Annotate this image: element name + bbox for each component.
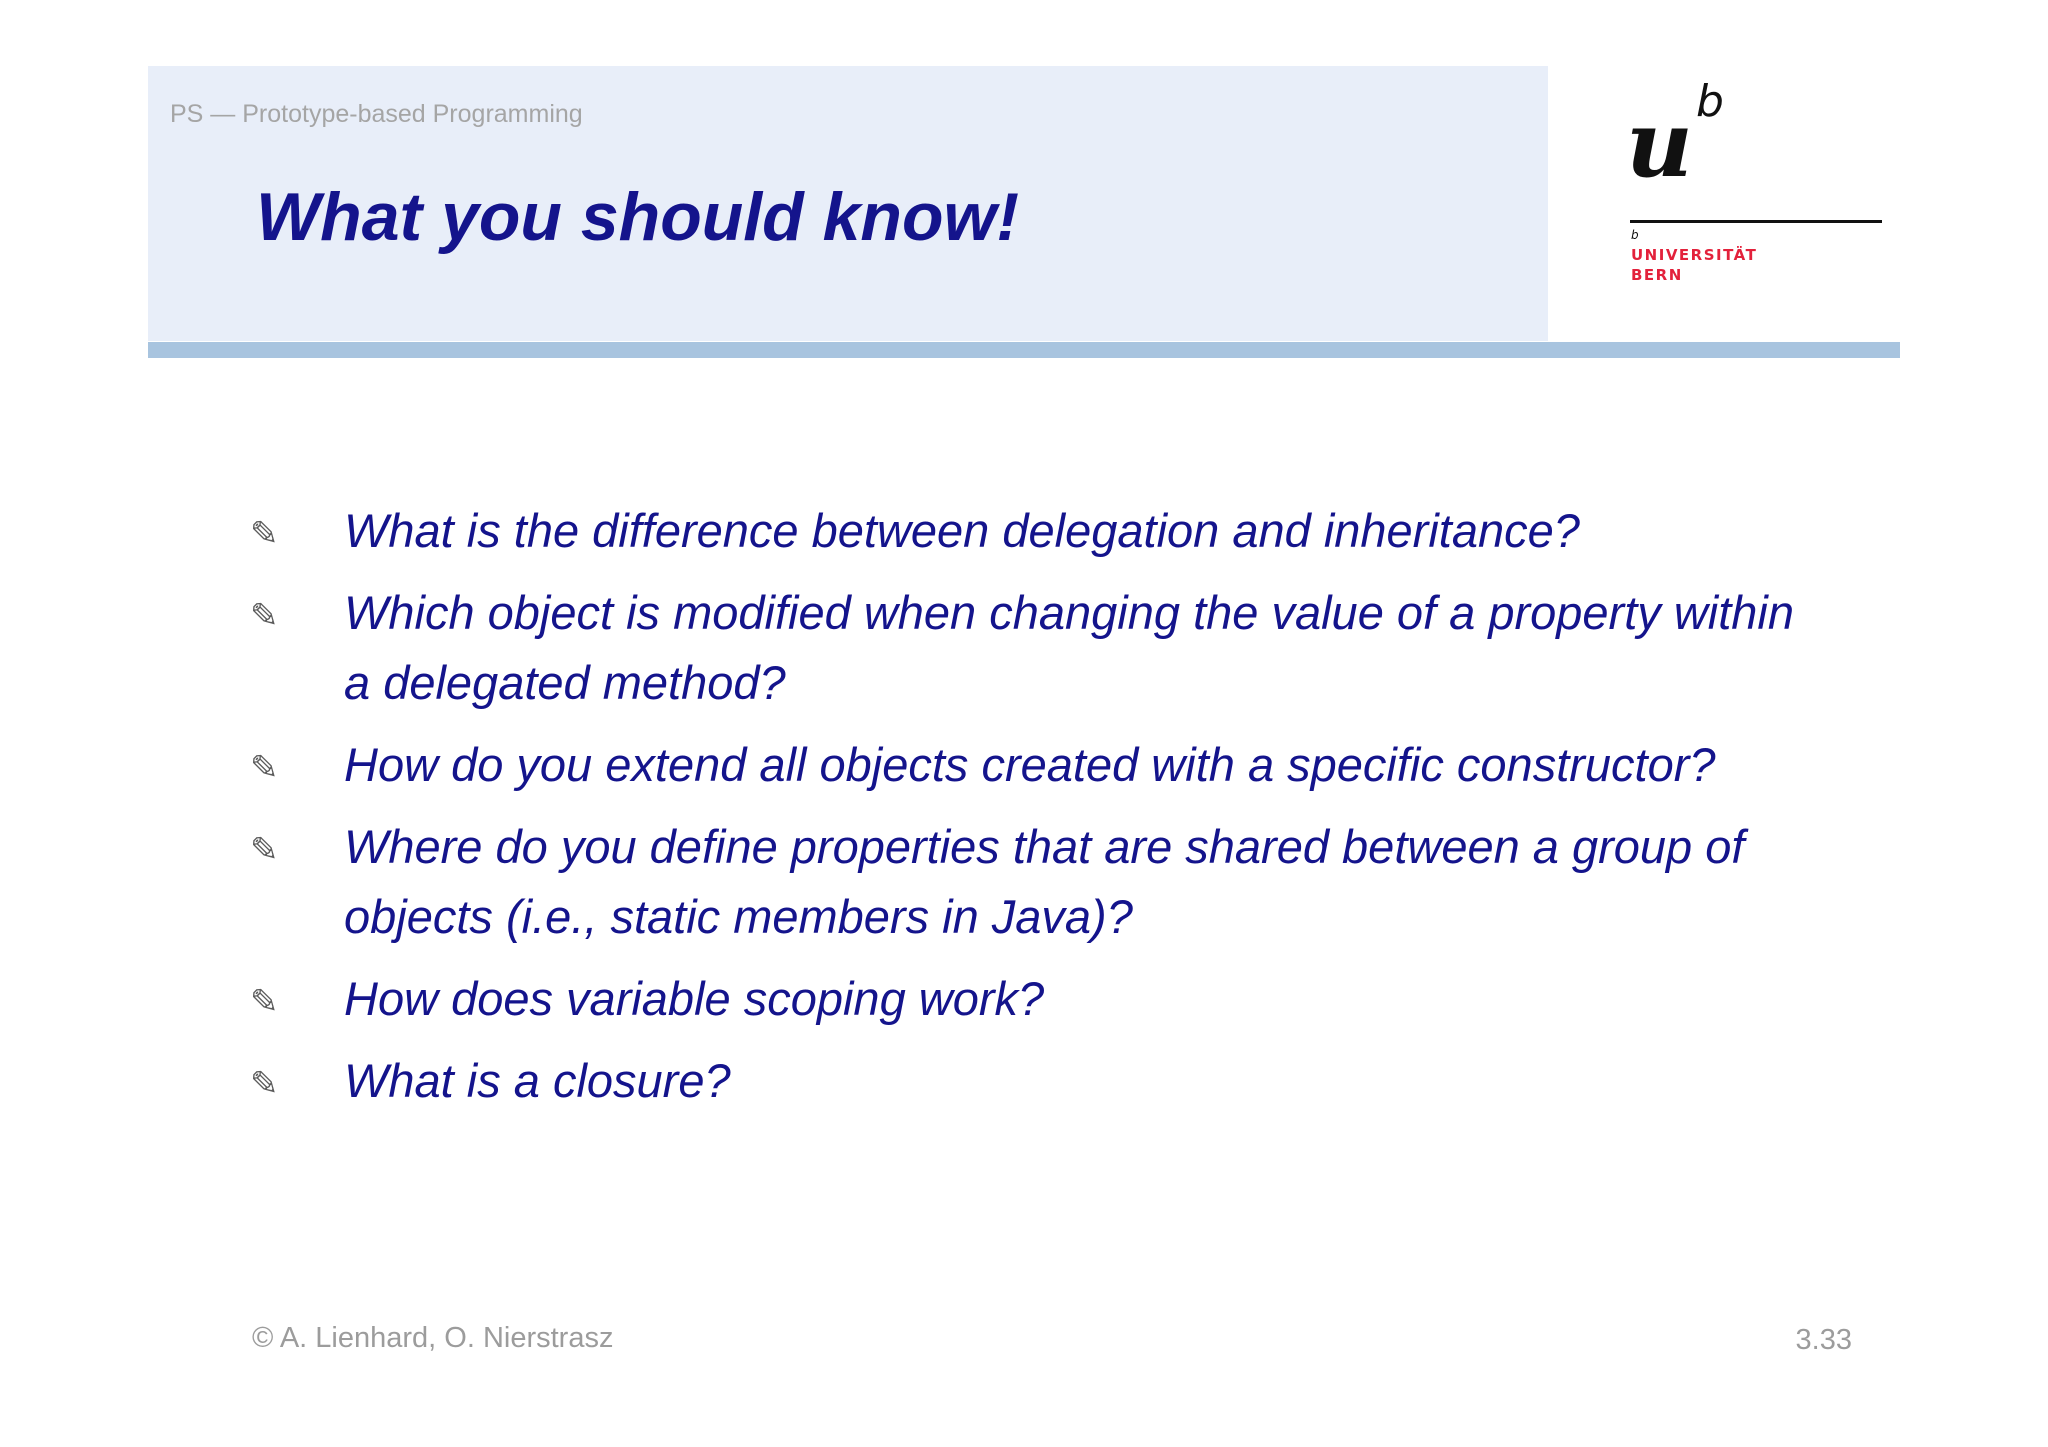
question-text: How does variable scoping work? xyxy=(344,972,1045,1025)
pencil-icon: ✎ xyxy=(250,830,279,870)
page-number: 3.33 xyxy=(1795,1324,1852,1356)
question-list xyxy=(250,496,1810,1128)
question-text: What is a closure? xyxy=(344,1054,731,1107)
logo-b-superscript: b xyxy=(1696,76,1724,127)
question-text: Which object is modified when changing the value of a property within a delegated method? xyxy=(344,586,1794,709)
question-text: What is the difference between delegation and inheritance? xyxy=(344,504,1580,557)
question-text: How do you extend all objects created with a specific constructor? xyxy=(344,738,1716,791)
pencil-icon: ✎ xyxy=(250,748,279,788)
logo-divider xyxy=(1630,220,1882,223)
pencil-icon: ✎ xyxy=(250,982,279,1022)
list-item xyxy=(250,730,1810,800)
footer-copyright: © A. Lienhard, O. Nierstrasz xyxy=(252,1322,614,1354)
logo-u-mark: u xyxy=(1626,90,1693,198)
university-logo xyxy=(1626,76,1886,300)
slide-title: What you should know! xyxy=(256,179,1020,255)
logo-name-bern: BERN xyxy=(1631,266,1683,284)
logo-small-b: b xyxy=(1631,228,1639,242)
question-text: Where do you define properties that are shared between a group of objects (i.e., static members in Java)? xyxy=(344,820,1745,943)
list-item xyxy=(250,812,1810,952)
logo-name-universitat: UNIVERSITÄT xyxy=(1631,246,1758,264)
pencil-icon: ✎ xyxy=(250,596,279,636)
list-item xyxy=(250,496,1810,566)
list-item xyxy=(250,964,1810,1034)
pencil-icon: ✎ xyxy=(250,514,279,554)
course-label: PS — Prototype-based Programming xyxy=(170,100,583,128)
list-item xyxy=(250,1046,1810,1116)
pencil-icon: ✎ xyxy=(250,1064,279,1104)
header-rule xyxy=(148,342,1900,358)
list-item xyxy=(250,578,1810,718)
